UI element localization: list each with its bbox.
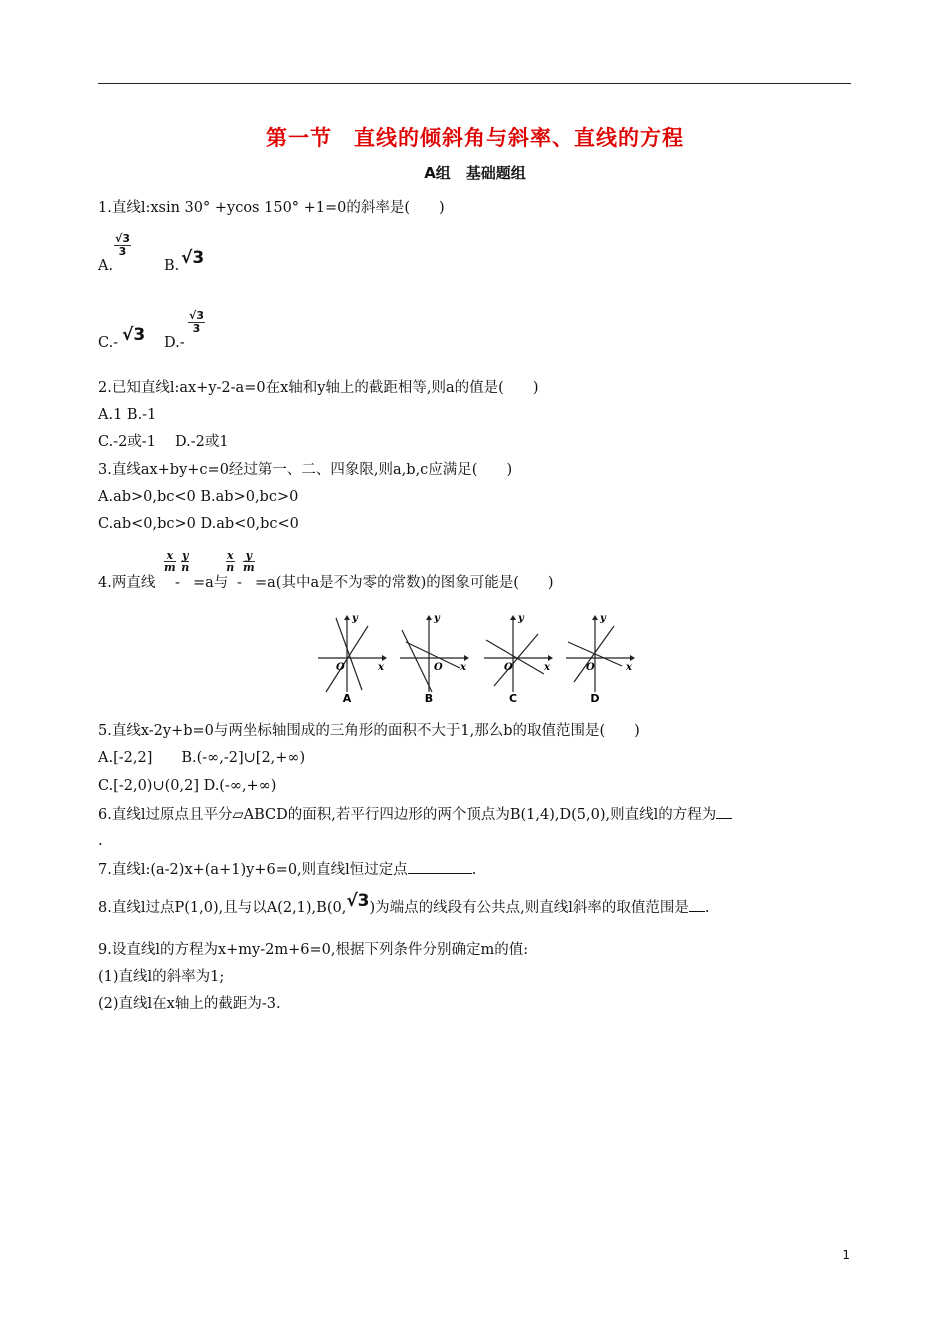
q4-stem-start: 4.两直线 [98, 575, 156, 591]
x-axis-label: x [626, 662, 632, 673]
q3-stem: 3.直线ax+by+c=0经过第一、二、四象限,则a,b,c应满足( ) [98, 462, 513, 478]
q4-fraction-y-over-n [181, 550, 189, 573]
x-axis-label: x [544, 662, 550, 673]
q4-fraction-x-over-n [226, 550, 235, 573]
fraction-numerator: x [164, 550, 176, 562]
q7-tail: . [471, 862, 477, 878]
y-axis-label: y [518, 613, 524, 624]
q1-option-c-prefix: C.- [98, 335, 119, 351]
q5-options-cd: C.[-2,0)∪(0,2] D.(-∞,+∞) [98, 778, 277, 794]
q3-options-ab: A.ab>0,bc<0 B.ab>0,bc>0 [98, 489, 299, 505]
section-subtitle: A组 基础题组 [424, 164, 526, 182]
x-axis-label: x [378, 662, 384, 673]
page-number: 1 [842, 1248, 850, 1262]
q4-minus-sign-2: - [237, 575, 242, 591]
fraction-denominator: m [164, 561, 176, 574]
page-title: 第一节 直线的倾斜角与斜率、直线的方程 [266, 126, 684, 150]
q4-fraction-y-over-m [243, 550, 255, 573]
q8-stem-start: 8.直线l过点P(1,0),且与以A(2,1),B(0, [98, 900, 347, 916]
q1-option-d-prefix: D.- [164, 335, 185, 351]
fraction-denominator: 3 [118, 245, 127, 258]
q4-graph-options [316, 612, 638, 704]
graph-a [318, 613, 387, 704]
q8-line [98, 891, 710, 918]
q8-sqrt-value: √3 [346, 891, 370, 911]
q8-answer-blank [689, 897, 705, 912]
graph-label-b: B [424, 692, 434, 704]
q9-part-2: (2)直线l在x轴上的截距为-3. [98, 996, 281, 1012]
q3-options-cd: C.ab<0,bc>0 D.ab<0,bc<0 [98, 516, 299, 532]
q6-tail: . [98, 833, 103, 849]
q2-options-ab: A.1 B.-1 [98, 407, 157, 423]
q1-option-c-value: √3 [122, 325, 146, 345]
y-axis-label: y [600, 613, 606, 624]
graph-c [484, 613, 553, 704]
fraction-numerator: x [227, 549, 234, 562]
q4-fraction-x-over-m [164, 550, 176, 573]
graph-label-d: D [590, 692, 600, 704]
fraction-numerator: y [243, 550, 255, 562]
q1-option-d-fraction [188, 310, 205, 335]
q1-option-b-prefix: B. [164, 258, 180, 274]
q2-stem: 2.已知直线l:ax+y-2-a=0在x轴和y轴上的截距相等,则a的值是( ) [98, 380, 539, 396]
q4-stem-end: =a(其中a是不为零的常数)的图象可能是( ) [255, 575, 554, 591]
x-axis-label: x [460, 662, 466, 673]
fraction-denominator: n [226, 561, 235, 574]
q9-part-1: (1)直线l的斜率为1; [98, 969, 225, 985]
q4-stem-middle: =a与 [193, 575, 229, 591]
origin-label: O [504, 662, 513, 673]
origin-label: O [336, 662, 345, 673]
q4-minus-sign: - [175, 575, 180, 591]
fraction-denominator: 3 [192, 322, 201, 335]
y-axis-label: y [434, 613, 440, 624]
origin-label: O [586, 662, 595, 673]
q9-stem: 9.设直线l的方程为x+my-2m+6=0,根据下列条件分别确定m的值: [98, 942, 529, 958]
q8-tail: . [704, 900, 710, 916]
q1-option-a-fraction [114, 233, 131, 258]
fraction-denominator: n [181, 561, 190, 574]
fraction-numerator: √3 [189, 309, 204, 322]
graph-d [566, 613, 635, 704]
q6-line [98, 804, 732, 825]
q5-options-ab: A.[-2,2] B.(-∞,-2]∪[2,+∞) [98, 750, 306, 766]
graph-b [400, 613, 469, 704]
q6-answer-blank [716, 804, 732, 819]
graph-label-c: C [508, 692, 518, 704]
graph-label-a: A [342, 692, 352, 704]
q2-options-cd: C.-2或-1 D.-2或1 [98, 434, 229, 450]
q1-option-a-prefix: A. [98, 258, 114, 274]
q1-option-b-value: √3 [181, 248, 205, 268]
q7-line [98, 859, 476, 880]
q6-stem: 6.直线l过原点且平分▱ABCD的面积,若平行四边形的两个顶点为B(1,4),D(5,0),则直线l的方程为 [98, 807, 717, 823]
fraction-numerator: y [182, 549, 189, 562]
q7-stem: 7.直线l:(a-2)x+(a+1)y+6=0,则直线l恒过定点 [98, 862, 408, 878]
header-rule [98, 83, 851, 84]
y-axis-label: y [352, 613, 358, 624]
q5-stem: 5.直线x-2y+b=0与两坐标轴围成的三角形的面积不大于1,那么b的取值范围是( ) [98, 723, 640, 739]
fraction-numerator: √3 [115, 232, 130, 245]
origin-label: O [434, 662, 443, 673]
q7-answer-blank [408, 859, 472, 874]
q1-stem: 1.直线l:xsin 30° +ycos 150° +1=0的斜率是( ) [98, 200, 445, 216]
fraction-denominator: m [243, 561, 255, 574]
q8-stem-end: )为端点的线段有公共点,则直线l斜率的取值范围是 [369, 900, 689, 916]
